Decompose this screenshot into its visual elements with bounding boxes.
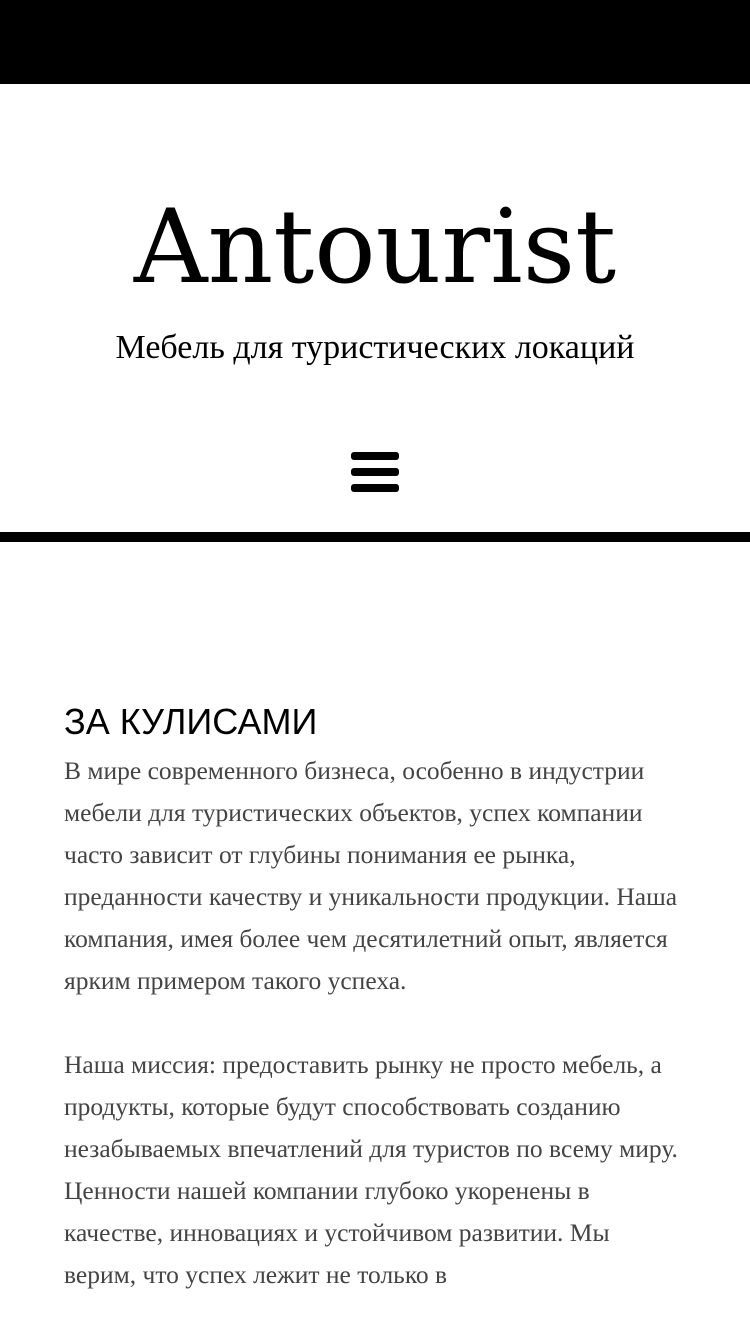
menu-line-middle	[351, 468, 399, 476]
main-content	[64, 700, 686, 1296]
header-divider	[0, 532, 750, 542]
menu-line-top	[351, 452, 399, 460]
site-title[interactable]: Antourist	[133, 188, 617, 307]
site-header	[0, 84, 750, 532]
hamburger-menu-icon[interactable]	[345, 446, 405, 502]
top-bar	[0, 0, 750, 84]
paragraph-mission: Наша миссия: предоставить рынку не просто мебель, а продукты, которые будут способствовать созданию незабываемых впечатлений для туристов по всему миру. Ценности нашей компании глубоко укоренены в качестве, инновациях и устойчивом развитии. Мы верим, что успех лежит не только в	[64, 1050, 678, 1289]
menu-line-bottom	[351, 484, 399, 492]
site-tagline: Мебель для туристических локаций	[115, 329, 635, 366]
paragraph-intro: В мире современного бизнеса, особенно в индустрии мебели для туристических объектов, успех компании часто зависит от глубины понимания ее рынка, преданности качеству и уникальности продукции. Наша компания, имея более чем десятилетний опыт, является ярким примером такого успеха.	[64, 756, 678, 995]
section-heading: ЗА КУЛИСАМИ	[64, 701, 318, 742]
